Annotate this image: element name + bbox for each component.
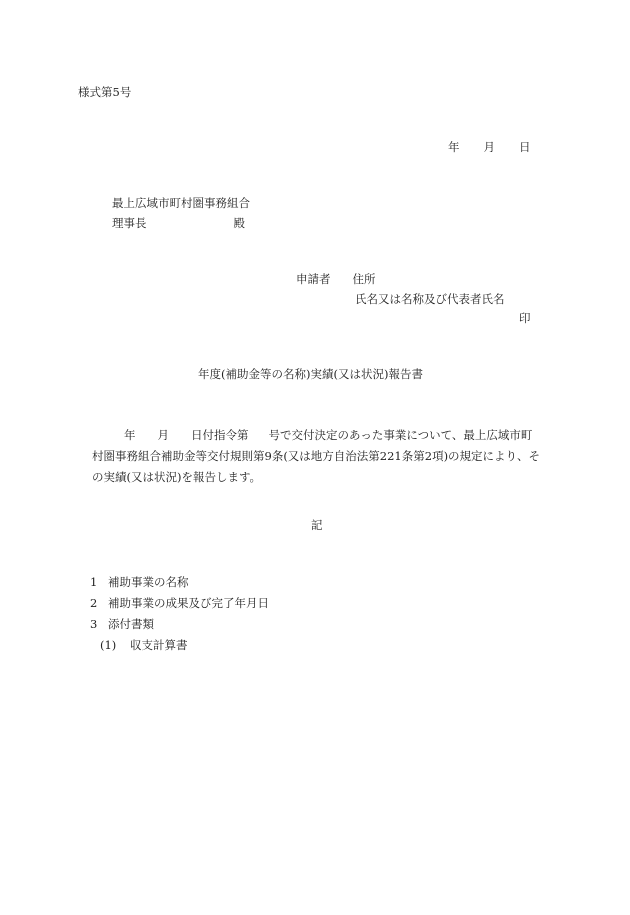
sub-item-number: (1)	[100, 638, 117, 652]
body-year: 年	[124, 428, 136, 442]
date-day: 日	[519, 140, 531, 154]
addressee-org: 最上広域市町村圏事務組合	[112, 196, 250, 210]
applicant-line	[296, 274, 376, 286]
document-title: 年度(補助金等の名称)実績(又は状況)報告書	[198, 367, 423, 381]
date-year: 年	[448, 140, 460, 154]
body-month: 月	[157, 428, 169, 442]
item-label: 添付書類	[108, 617, 154, 631]
addressee-honorific: 殿	[233, 216, 245, 230]
seal-mark: 印	[519, 311, 531, 325]
list-item	[90, 577, 269, 598]
item-label: 補助事業の名称	[108, 575, 189, 589]
item-number: 3	[90, 617, 98, 631]
addressee-title: 理事長	[112, 216, 147, 230]
ki-heading: 記	[311, 518, 323, 532]
list-item	[90, 598, 269, 619]
body-paragraph	[92, 425, 542, 488]
list-item	[90, 619, 269, 640]
addressee-title-line	[112, 218, 245, 230]
form-number: 様式第5号	[78, 85, 132, 99]
sub-item-label: 収支計算書	[130, 638, 188, 652]
item-number: 2	[90, 596, 98, 610]
item-list	[90, 577, 269, 661]
date-line	[448, 142, 531, 154]
body-text-b: 号で交付決定のあった事業について、最上広域市町村圏事務組合補助金等交付規則第9条(又は地方自治法第221条第2項)の規定により、その実績(又は状況)を報告します。	[92, 428, 541, 484]
applicant-address-label: 住所	[352, 272, 376, 286]
sub-list-item	[90, 640, 269, 661]
date-month: 月	[483, 140, 495, 154]
item-number: 1	[90, 575, 98, 589]
applicant-name-label: 氏名又は名称及び代表者氏名	[355, 292, 505, 306]
applicant-label: 申請者	[296, 272, 331, 286]
body-text-a: 日付指令第	[191, 428, 249, 442]
item-label: 補助事業の成果及び完了年月日	[108, 596, 269, 610]
